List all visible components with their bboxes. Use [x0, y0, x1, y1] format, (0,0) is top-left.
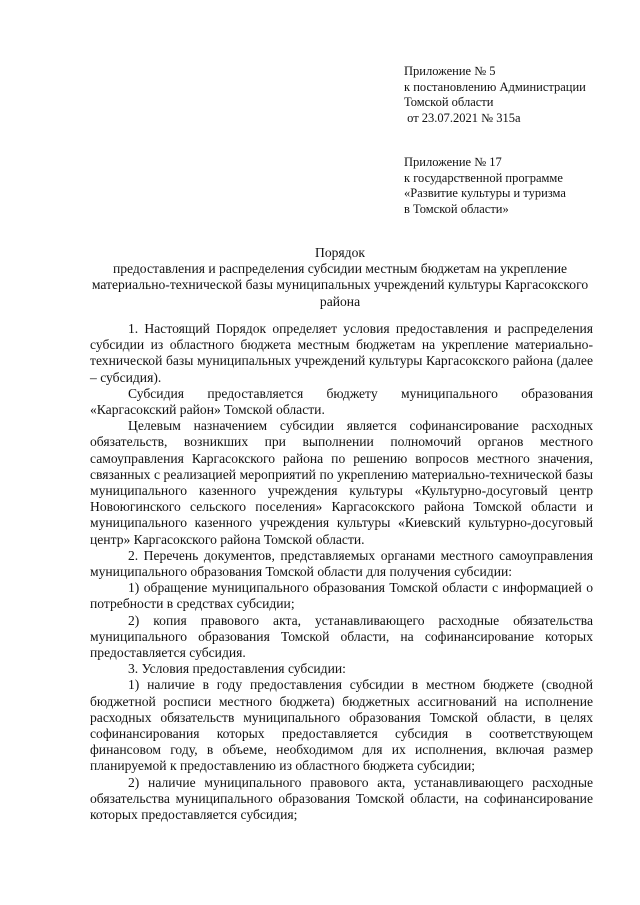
- paragraph-1: 1. Настоящий Порядок определяет условия предоставления и распределения субсидии из областного бюджета местным бюджетам на укрепление материально-технической базы муниципальных учреждений культуры Каргасокского района (далее – субсидия).: [90, 321, 593, 385]
- appendix-block-5: [404, 64, 624, 126]
- appendix-authority: Томской области: [404, 95, 494, 110]
- appendix-block-17: [404, 155, 624, 217]
- document-title: [90, 245, 590, 310]
- appendix-date: от 23.07.2021 № 315а: [404, 110, 521, 125]
- paragraph-5: 1) обращение муниципального образования Томской области с информацией о потребности в средствах субсидии;: [90, 580, 593, 612]
- appendix-number: Приложение № 17: [404, 155, 502, 169]
- document-body: [90, 321, 593, 823]
- title-subtitle: предоставления и распределения субсидии местным бюджетам на укрепление материально-технической базы муниципальных учреждений культуры Каргасокского района: [91, 261, 589, 309]
- paragraph-7: 3. Условия предоставления субсидии:: [128, 661, 346, 677]
- title-heading: Порядок: [315, 245, 365, 260]
- paragraph-6: 2) копия правового акта, устанавливающего расходные обязательства муниципального образования Томской области, на софинансирование которых предоставляется субсидия.: [90, 612, 593, 661]
- paragraph-9: 2) наличие муниципального правового акта, устанавливающего расходные обязательства муниципального образования Томской области, на софинансирование которых предоставляется субсидия;: [90, 774, 593, 823]
- appendix-program-name-cont: в Томской области»: [404, 201, 509, 216]
- paragraph-2: Субсидия предоставляется бюджету муниципального образования «Каргасокский район» Томской области.: [90, 385, 593, 418]
- appendix-number: Приложение № 5: [404, 64, 496, 78]
- paragraph-4: 2. Перечень документов, представляемых органами местного самоуправления муниципального образования Томской области для получения субсидии:: [90, 547, 593, 580]
- paragraph-8: 1) наличие в году предоставления субсидии в местном бюджете (сводной бюджетной росписи местного бюджета) бюджетных ассигнований на исполнение расходных обязательств муниципального образования Томской области, в целях софинансирования которых предоставляется субсидия в соответствующем финансовом году, в объеме, необходимом для их исполнения, включая размер планируемой к предоставлению из областного бюджета субсидии;: [90, 677, 593, 774]
- paragraph-3: Целевым назначением субсидии является софинансирование расходных обязательств, возникших при выполнении полномочий органов местного самоуправления Каргасокского района по решению вопросов местного значения, связанных с реализацией мероприятий по укреплению материально-технической базы муниципального казенного учреждения культуры «Культурно-досуговый центр Новоюгинского сельского поселения» Каргасокского района Томской области и муниципального казенного учреждения культуры «Киевский культурно-досуговый центр» Каргасокского района Томской области.: [90, 418, 593, 547]
- appendix-reference: к государственной программе: [404, 170, 563, 185]
- appendix-reference: к постановлению Администрации: [404, 79, 586, 94]
- appendix-program-name: «Развитие культуры и туризма: [404, 186, 566, 201]
